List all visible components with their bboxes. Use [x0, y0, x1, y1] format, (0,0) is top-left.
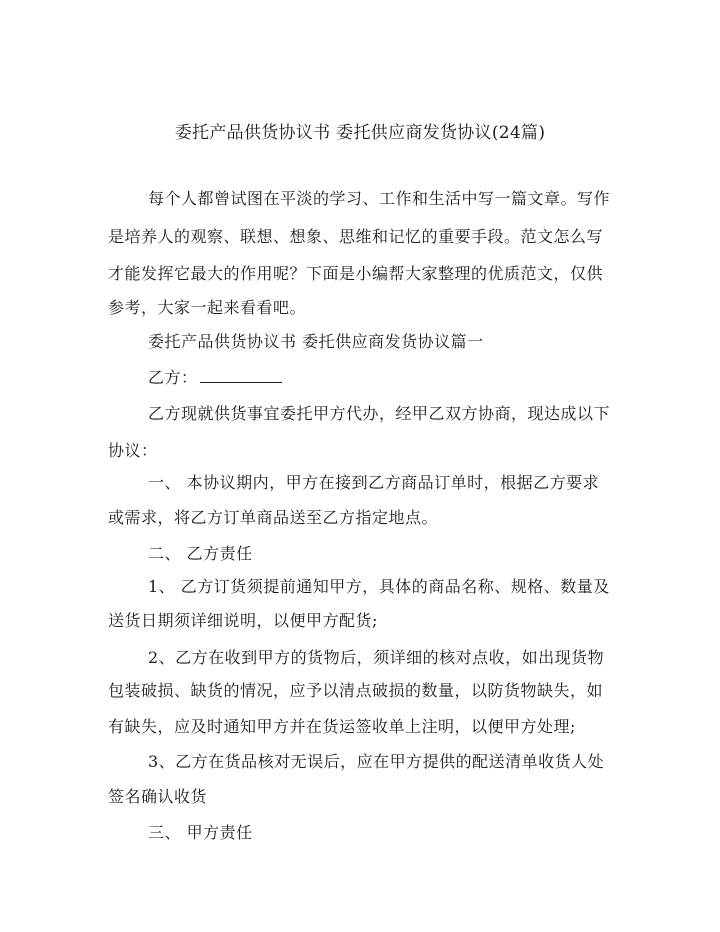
intro-line-1: 每个人都曾试图在平淡的学习、工作和生活中写一篇文章。写作: [148, 189, 611, 208]
item2-line-2: 包装破损、缺货的情况，应予以清点破损的数量，以防货物缺失，如: [108, 681, 604, 700]
item3-line-2: 签名确认收货: [108, 787, 208, 806]
agreement-intro-line-1: 乙方现就供货事宜委托甲方代办，经甲乙双方协商，现达成以下: [148, 404, 611, 423]
intro-line-2: 是培养人的观察、联想、想象、思维和记忆的重要手段。范文怎么写: [108, 227, 604, 246]
party-b-line: [148, 367, 618, 389]
intro-line-4: 参考，大家一起来看看吧。: [108, 298, 307, 317]
section-heading: 委托产品供货协议书 委托供应商发货协议篇一: [148, 332, 484, 351]
document-title: 委托产品供货协议书 委托供应商发货协议(24篇): [174, 123, 546, 143]
item3-line-1: 3、乙方在货品核对无误后，应在甲方提供的配送清单收货人处: [148, 752, 605, 771]
clause2-heading: 二、 乙方责任: [148, 544, 253, 563]
agreement-intro-line-2: 协议：: [108, 441, 158, 460]
item2-line-1: 2、乙方在收到甲方的货物后，须详细的核对点收，如出现货物: [148, 648, 605, 667]
party-b-blank: [200, 368, 282, 383]
item1-line-1: 1、 乙方订货须提前通知甲方，具体的商品名称、规格、数量及: [148, 577, 610, 596]
clause1-line-2: 或需求，将乙方订单商品送至乙方指定地点。: [108, 508, 439, 527]
item2-line-3: 有缺失，应及时通知甲方并在货运签收单上注明，以便甲方处理;: [108, 717, 576, 736]
party-b-label: 乙方：: [148, 368, 198, 387]
item1-line-2: 送货日期须详细说明，以便甲方配货;: [108, 611, 378, 630]
clause1-line-1: 一、 本协议期内，甲方在接到乙方商品订单时，根据乙方要求: [148, 473, 600, 492]
clause3-heading: 三、 甲方责任: [148, 823, 253, 842]
intro-line-3: 才能发挥它最大的作用呢？下面是小编帮大家整理的优质范文，仅供: [108, 264, 604, 283]
